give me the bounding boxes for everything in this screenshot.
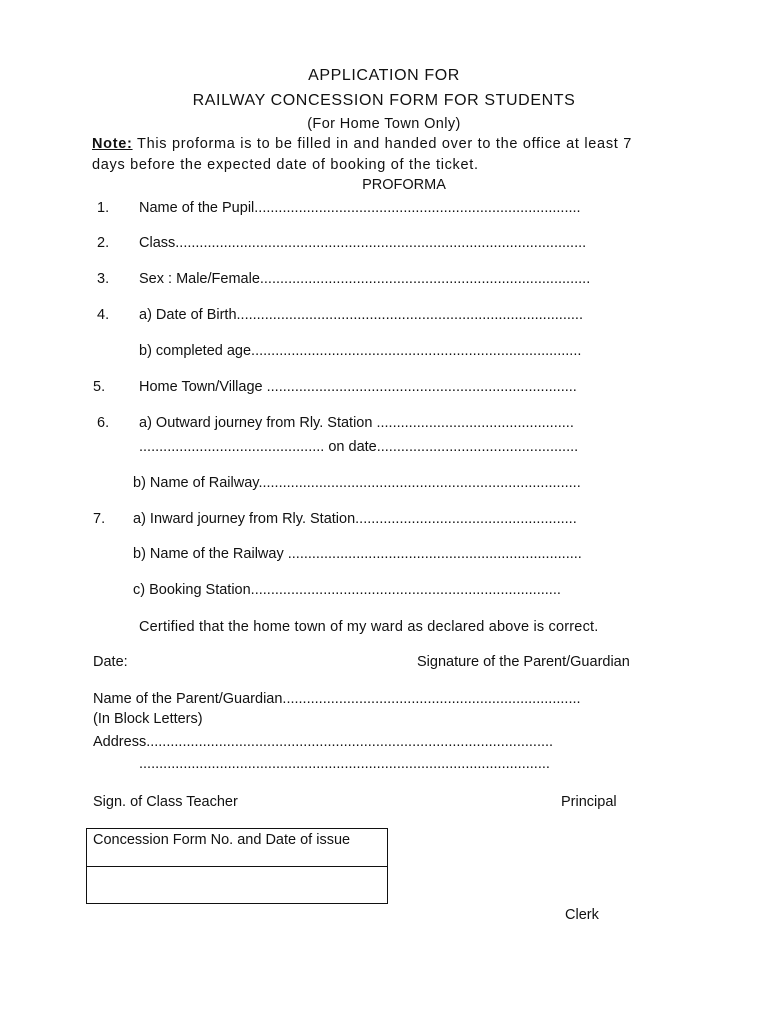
field-sex: Sex : Male/Female..................................................................................	[139, 271, 591, 287]
clerk-label: Clerk	[565, 907, 599, 923]
proforma-heading: PROFORMA	[362, 177, 446, 193]
field-6-number: 6.	[97, 415, 110, 431]
note-label: Note:	[92, 136, 133, 152]
box-divider	[87, 866, 387, 867]
field-date-of-birth: a) Date of Birth......................................................................................	[139, 307, 583, 323]
concession-box-label: Concession Form No. and Date of issue	[93, 832, 351, 848]
concession-form-box	[86, 828, 388, 904]
form-subtitle: (For Home Town Only)	[307, 116, 461, 132]
field-home-town: Home Town/Village .............................................................................	[139, 379, 577, 395]
field-completed-age: b) completed age..................................................................................	[139, 343, 582, 359]
address-field-line1: Address.....................................................................................................	[93, 734, 554, 750]
field-2-number: 2.	[97, 235, 110, 251]
parent-name-field: Name of the Parent/Guardian..........................................................................	[93, 691, 581, 707]
date-label: Date:	[93, 654, 128, 670]
field-outward-journey: a) Outward journey from Rly. Station .................................................	[139, 415, 574, 431]
class-teacher-signature-label: Sign. of Class Teacher	[93, 794, 238, 810]
field-inward-railway-name: b) Name of the Railway .........................................................................	[133, 546, 582, 562]
field-5-number: 5.	[93, 379, 106, 395]
address-field-line2: ......................................................................................................	[139, 756, 550, 772]
form-title-line1: APPLICATION FOR	[308, 67, 460, 84]
note-line2: days before the expected date of booking of the ticket.	[92, 157, 479, 173]
field-booking-station: c) Booking Station.............................................................................	[133, 582, 561, 598]
field-1-number: 1.	[97, 200, 110, 216]
form-title-line2: RAILWAY CONCESSION FORM FOR STUDENTS	[192, 92, 576, 109]
note-text-line1: This proforma is to be filled in and handed over to the office at least 7	[132, 136, 632, 152]
field-outward-railway-name: b) Name of Railway................................................................................	[133, 475, 581, 491]
field-outward-on-date: .............................................. on date..................................................	[139, 439, 579, 455]
field-4-number: 4.	[97, 307, 110, 323]
certification-statement: Certified that the home town of my ward as declared above is correct.	[139, 619, 599, 635]
block-letters-note: (In Block Letters)	[93, 711, 203, 727]
field-7-number: 7.	[93, 511, 106, 527]
parent-signature-label: Signature of the Parent/Guardian	[417, 654, 630, 670]
field-3-number: 3.	[97, 271, 110, 287]
note-line1	[92, 135, 632, 153]
field-pupil-name: Name of the Pupil.................................................................................	[139, 200, 581, 216]
field-class: Class......................................................................................................	[139, 235, 587, 251]
principal-label: Principal	[561, 794, 617, 810]
field-inward-journey: a) Inward journey from Rly. Station.......................................................	[133, 511, 577, 527]
